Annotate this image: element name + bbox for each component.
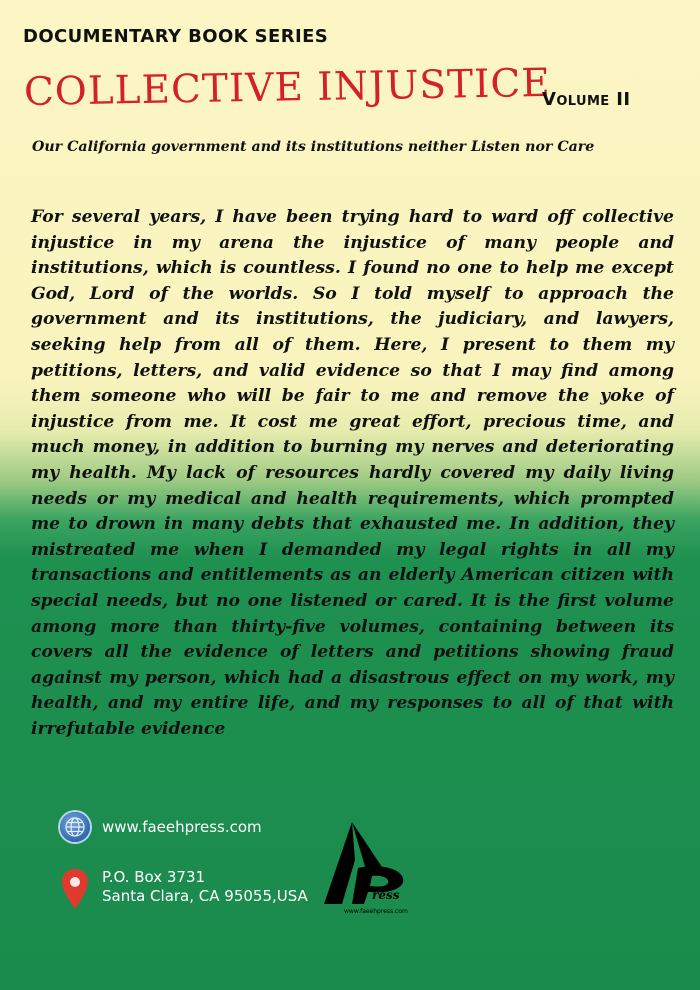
logo-word: ress	[372, 888, 400, 902]
postal-address	[102, 868, 308, 906]
website-link[interactable]: www.faeehpress.com	[102, 817, 262, 836]
subtitle: Our California government and its institutions neither Listen nor Care	[32, 139, 595, 155]
address-line-2: Santa Clara, CA 95055,USA	[102, 887, 308, 905]
volume-label: Volume II	[542, 89, 631, 110]
synopsis-text: For several years, I have been trying hard to ward off collective injustice in my arena the injustice of many people and institutions, which is countless. I found no one to help me except God, Lord of the worlds. So I told myself to approach the government and its institutions, the judiciary, and lawyers, seeking help from all of them. Here, I present to them my petitions, letters, and valid evidence so that I may find among them someone who will be fair to me and remove the yoke of injustice from me. It cost me great effort, precious time, and much money, in addition to burning my nerves and deteriorating my health. My lack of resources hardly covered my daily living needs or my medical and health requirements, which prompted me to drown in many debts that exhausted me. In addition, they mistreated me when I demanded my legal rights in all my transactions and entitlements as an elderly American citizen with special needs, but no one listened or cared. It is the first volume among more than thirty-five volumes, containing between its covers all the evidence of letters and petitions showing fraud against my person, which had a disastrous effect on my work, my health, and my entire life, and my responses to all of that with irrefutable evidence	[31, 207, 674, 739]
address-line-1: P.O. Box 3731	[102, 868, 206, 886]
location-pin-icon	[60, 868, 90, 910]
website-row[interactable]	[60, 812, 262, 842]
logo-url: www.faeehpress.com	[344, 908, 408, 915]
series-label: DOCUMENTARY BOOK SERIES	[23, 26, 329, 47]
address-row	[60, 868, 308, 910]
publisher-logo	[322, 820, 416, 916]
globe-icon	[60, 812, 90, 842]
book-title: COLLECTIVE INJUSTICE	[23, 60, 552, 115]
